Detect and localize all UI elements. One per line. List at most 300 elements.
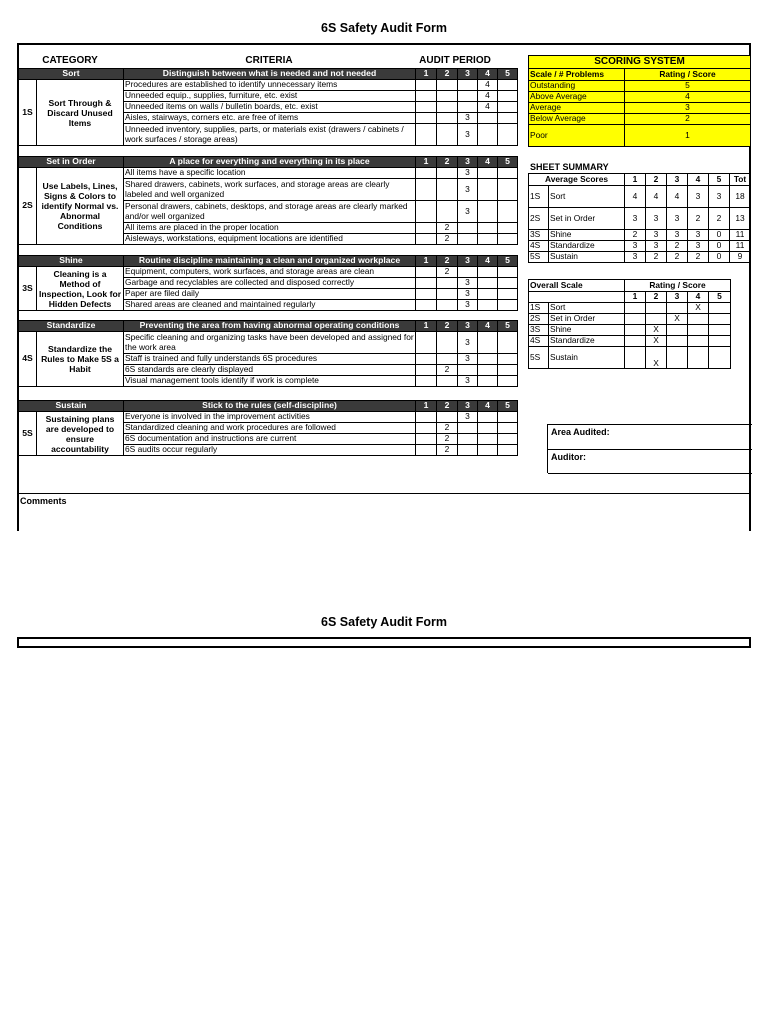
score-cell[interactable] [416,124,437,146]
overall-row [529,303,731,314]
scale-score: 5 [625,81,751,92]
score-cell[interactable] [498,365,518,376]
overall-mark[interactable] [625,336,646,347]
summary-name: Standardize [549,241,625,252]
summary-row [529,252,751,263]
score-cell[interactable] [478,179,498,201]
period-label: 3 [458,401,478,412]
criteria-text: Everyone is involved in the improvement activities [124,412,416,423]
criteria-text: 6S documentation and instructions are current [124,434,416,445]
period-label: 1 [416,157,437,168]
scale-score: 2 [625,114,751,125]
score-cell[interactable] [498,113,518,124]
period-label: 3 [458,157,478,168]
summary-value: 3 [625,241,646,252]
overall-mark[interactable] [667,325,688,336]
scale-label: Average [529,103,625,114]
summary-value: 2 [625,230,646,241]
score-cell[interactable] [478,201,498,223]
score-cell[interactable] [478,223,498,234]
score-cell[interactable] [416,168,437,179]
scale-header: Scale / # Problems [529,69,625,81]
overall-mark[interactable] [646,303,667,314]
scoring-system-title: SCORING SYSTEM [529,56,751,69]
score-cell[interactable] [437,354,458,365]
section-3s [18,255,518,311]
score-cell[interactable] [437,113,458,124]
summary-code: 1S [529,186,549,208]
score-cell[interactable] [437,289,458,300]
score-cell[interactable] [478,423,498,434]
overall-mark[interactable] [709,347,731,369]
score-cell[interactable] [437,102,458,113]
audit-sections [18,68,518,456]
score-cell[interactable] [478,412,498,423]
score-cell[interactable] [416,376,437,387]
section-code: 5S [19,412,37,456]
overall-mark[interactable] [667,303,688,314]
period-label: 5 [498,321,518,332]
overall-col-header: 3 [667,292,688,303]
score-cell[interactable] [437,278,458,289]
summary-value: 3 [646,208,667,230]
period-label: 1 [416,69,437,80]
score-cell[interactable]: 3 [458,332,478,354]
criteria-row [19,332,518,354]
score-cell[interactable] [416,201,437,223]
area-audited-field[interactable] [548,425,752,450]
overall-name: Shine [549,325,625,336]
criteria-text: Standardized cleaning and work procedures are followed [124,423,416,434]
overall-scale-title: Overall Scale [529,280,625,292]
period-label: 1 [416,321,437,332]
overall-mark[interactable] [625,303,646,314]
criteria-text: Paper are filed daily [124,289,416,300]
criteria-row [19,267,518,278]
overall-code: 2S [529,314,549,325]
period-label: 2 [437,157,458,168]
criteria-text: Equipment, computers, work surfaces, and storage areas are clean [124,267,416,278]
summary-value: 3 [646,230,667,241]
summary-value: 11 [730,230,751,241]
criteria-text: Unneeded inventory, supplies, parts, or materials exist (drawers / cabinets / work surfaces / storage areas) [124,124,416,146]
score-cell[interactable]: 3 [458,201,478,223]
score-cell[interactable] [437,412,458,423]
score-cell[interactable] [458,434,478,445]
audit-period-heading: AUDIT PERIOD [419,55,491,66]
score-cell[interactable] [498,376,518,387]
score-cell[interactable] [498,300,518,311]
section-description: Sustaining plans are developed to ensure accountability [37,412,124,456]
period-label: 4 [478,256,498,267]
period-label: 4 [478,401,498,412]
summary-value: 18 [730,186,751,208]
criteria-text: Shared areas are cleaned and maintained regularly [124,300,416,311]
section-header: Preventing the area from having abnormal operating conditions [124,321,416,332]
score-cell[interactable]: 3 [458,376,478,387]
criteria-heading: CRITERIA [245,55,293,66]
summary-value: 4 [625,186,646,208]
overall-mark[interactable] [667,336,688,347]
score-cell[interactable] [498,267,518,278]
summary-code: 3S [529,230,549,241]
score-cell[interactable] [478,267,498,278]
scale-label: Below Average [529,114,625,125]
score-cell[interactable]: 3 [458,124,478,146]
overall-mark[interactable]: X [667,314,688,325]
score-cell[interactable] [478,124,498,146]
period-label: 5 [498,401,518,412]
score-cell[interactable] [498,80,518,91]
score-cell[interactable] [416,91,437,102]
score-cell[interactable] [437,376,458,387]
score-cell[interactable] [478,300,498,311]
summary-value: 9 [730,252,751,263]
overall-name: Standardize [549,336,625,347]
summary-row [529,241,751,252]
score-cell[interactable] [478,445,498,456]
score-cell[interactable]: 3 [458,113,478,124]
summary-name: Set in Order [549,208,625,230]
score-cell[interactable] [437,332,458,354]
overall-row [529,314,731,325]
score-cell[interactable] [498,278,518,289]
score-cell[interactable] [416,102,437,113]
criteria-text: Procedures are established to identify unnecessary items [124,80,416,91]
score-cell[interactable] [437,124,458,146]
score-cell[interactable] [498,91,518,102]
criteria-text: All items are placed in the proper location [124,223,416,234]
period-label: 4 [478,157,498,168]
score-cell[interactable] [498,423,518,434]
overall-mark[interactable] [709,314,731,325]
criteria-text: All items have a specific location [124,168,416,179]
score-cell[interactable] [437,80,458,91]
overall-mark[interactable] [625,347,646,369]
summary-value: 2 [667,252,688,263]
score-cell[interactable] [416,365,437,376]
comments-label: Comments [20,496,67,506]
score-cell[interactable]: 3 [458,278,478,289]
section-code: 1S [19,80,37,146]
criteria-text: Aisles, stairways, corners etc. are free of items [124,113,416,124]
score-cell[interactable] [478,113,498,124]
scale-label: Poor [529,125,625,147]
page2-frame-bottom [17,646,751,648]
overall-row [529,347,731,369]
period-label: 5 [498,256,518,267]
section-name: Sort [19,69,124,80]
score-cell[interactable] [458,445,478,456]
overall-row [529,325,731,336]
overall-mark[interactable] [646,314,667,325]
score-cell[interactable] [498,102,518,113]
section-header: Routine discipline maintaining a clean and organized workplace [124,256,416,267]
overall-mark[interactable] [688,347,709,369]
summary-name: Shine [549,230,625,241]
criteria-row [19,80,518,91]
category-heading: CATEGORY [42,55,98,66]
period-label: 1 [416,256,437,267]
summary-value: 3 [625,208,646,230]
score-cell[interactable] [478,289,498,300]
score-cell[interactable] [478,234,498,245]
score-cell[interactable] [498,434,518,445]
score-cell[interactable] [416,234,437,245]
section-name: Sustain [19,401,124,412]
summary-code: 5S [529,252,549,263]
summary-name: Sustain [549,252,625,263]
summary-row [529,230,751,241]
score-cell[interactable] [498,332,518,354]
score-cell[interactable]: 4 [478,80,498,91]
score-cell[interactable]: 3 [458,289,478,300]
criteria-row [19,168,518,179]
summary-value: 2 [709,208,730,230]
overall-rating-header: Rating / Score [625,280,731,292]
score-cell[interactable]: 3 [458,300,478,311]
score-cell[interactable] [437,91,458,102]
score-cell[interactable] [498,234,518,245]
page2-title: 6S Safety Audit Form [321,615,447,629]
score-cell[interactable] [498,445,518,456]
score-cell[interactable] [458,91,478,102]
section-description: Cleaning is a Method of Inspection, Look for Hidden Defects [37,267,124,311]
score-cell[interactable] [416,267,437,278]
period-label: 5 [498,157,518,168]
summary-col-header: 4 [688,174,709,186]
score-cell[interactable] [498,168,518,179]
overall-name: Sustain [549,347,625,369]
score-cell[interactable]: 2 [437,267,458,278]
overall-mark[interactable] [688,325,709,336]
overall-mark[interactable] [625,314,646,325]
score-cell[interactable]: 2 [437,234,458,245]
overall-mark[interactable] [688,336,709,347]
score-cell[interactable] [437,179,458,201]
summary-value: 2 [667,241,688,252]
auditor-label: Auditor: [551,452,586,462]
overall-mark[interactable] [667,347,688,369]
overall-mark[interactable]: X [646,325,667,336]
period-label: 2 [437,401,458,412]
summary-value: 4 [646,186,667,208]
summary-value: 2 [646,252,667,263]
score-cell[interactable] [458,423,478,434]
section-4s [18,320,518,387]
score-cell[interactable] [416,179,437,201]
section-1s [18,68,518,146]
summary-value: 3 [688,230,709,241]
period-label: 2 [437,69,458,80]
score-cell[interactable]: 4 [478,102,498,113]
score-cell[interactable] [416,278,437,289]
section-name: Set in Order [19,157,124,168]
score-cell[interactable] [478,376,498,387]
score-cell[interactable] [416,289,437,300]
rating-header: Rating / Score [625,69,751,81]
score-cell[interactable] [498,201,518,223]
score-cell[interactable] [458,223,478,234]
summary-value: 3 [688,241,709,252]
summary-code: 2S [529,208,549,230]
score-cell[interactable] [458,234,478,245]
summary-value: 11 [730,241,751,252]
score-cell[interactable] [478,278,498,289]
scale-score: 3 [625,103,751,114]
section-code: 4S [19,332,37,387]
overall-code: 3S [529,325,549,336]
summary-value: 3 [688,186,709,208]
criteria-text: 6S audits occur regularly [124,445,416,456]
criteria-text: Staff is trained and fully understands 6S procedures [124,354,416,365]
score-cell[interactable] [498,179,518,201]
summary-value: 0 [709,230,730,241]
period-label: 2 [437,321,458,332]
section-header: A place for everything and everything in its place [124,157,416,168]
period-label: 5 [498,69,518,80]
overall-mark[interactable] [625,325,646,336]
score-cell[interactable] [478,168,498,179]
score-cell[interactable] [458,365,478,376]
summary-value: 2 [688,208,709,230]
sheet-summary-table [528,173,751,263]
overall-mark[interactable] [709,336,731,347]
score-cell[interactable] [458,80,478,91]
overall-code: 1S [529,303,549,314]
section-2s [18,156,518,245]
period-label: 2 [437,256,458,267]
period-label: 3 [458,256,478,267]
overall-mark[interactable] [709,303,731,314]
comments-area[interactable] [19,493,750,506]
scale-score: 1 [625,125,751,147]
summary-col-header: 1 [625,174,646,186]
score-cell[interactable] [416,332,437,354]
score-cell[interactable] [478,365,498,376]
criteria-text: Specific cleaning and organizing tasks have been developed and assigned for the work area [125,332,414,352]
score-cell[interactable] [437,168,458,179]
section-code: 3S [19,267,37,311]
score-cell[interactable] [416,223,437,234]
score-cell[interactable]: 2 [437,445,458,456]
criteria-text: Shared drawers, cabinets, work surfaces, and storage areas are clearly labeled and well organized [124,179,416,201]
score-cell[interactable] [416,113,437,124]
score-cell[interactable] [437,201,458,223]
section-description: Sort Through & Discard Unused Items [37,80,124,146]
overall-mark[interactable]: X [646,336,667,347]
summary-value: 3 [646,241,667,252]
section-name: Standardize [19,321,124,332]
score-cell[interactable] [498,223,518,234]
score-cell[interactable] [437,300,458,311]
overall-mark[interactable] [688,314,709,325]
overall-mark[interactable] [709,325,731,336]
page-title: 6S Safety Audit Form [321,21,447,35]
section-header: Stick to the rules (self-discipline) [124,401,416,412]
criteria-text: 6S standards are clearly displayed [124,365,416,376]
section-code: 2S [19,168,37,245]
score-cell[interactable] [416,434,437,445]
scale-label: Above Average [529,92,625,103]
period-label: 4 [478,69,498,80]
score-cell[interactable] [416,300,437,311]
score-cell[interactable]: 2 [437,365,458,376]
overall-mark[interactable]: X [688,303,709,314]
score-cell[interactable]: 3 [458,168,478,179]
score-cell[interactable] [498,412,518,423]
summary-value: 3 [667,208,688,230]
score-cell[interactable]: 2 [437,434,458,445]
summary-col-header: 3 [667,174,688,186]
summary-value: 3 [625,252,646,263]
period-label: 3 [458,321,478,332]
criteria-text: Unneeded equip., supplies, furniture, etc. exist [124,91,416,102]
average-scores-header: Average Scores [529,174,625,186]
overall-code: 5S [529,347,549,369]
score-cell[interactable] [498,289,518,300]
scale-label: Outstanding [529,81,625,92]
score-cell[interactable] [478,332,498,354]
summary-value: 0 [709,241,730,252]
summary-value: 3 [709,186,730,208]
score-cell[interactable] [416,354,437,365]
overall-row [529,336,731,347]
criteria-text: Visual management tools identify if work is complete [124,376,416,387]
overall-name: Sort [549,303,625,314]
section-description: Use Labels, Lines, Signs & Colors to identify Normal vs. Abnormal Conditions [37,168,124,245]
summary-row [529,186,751,208]
score-cell[interactable] [416,80,437,91]
score-cell[interactable]: 3 [458,412,478,423]
score-cell[interactable]: 4 [478,91,498,102]
criteria-row [19,412,518,423]
summary-row [529,208,751,230]
criteria-text: Personal drawers, cabinets, desktops, and storage areas are clearly marked and/or well organized [124,201,416,223]
score-cell[interactable] [478,354,498,365]
overall-col-header: 5 [709,292,731,303]
overall-mark[interactable]: X [646,347,667,369]
summary-col-header: 5 [709,174,730,186]
summary-value: 13 [730,208,751,230]
score-cell[interactable]: 3 [458,179,478,201]
score-cell[interactable] [458,267,478,278]
score-cell[interactable] [498,124,518,146]
summary-value: 4 [667,186,688,208]
score-cell[interactable]: 2 [437,223,458,234]
score-cell[interactable] [416,445,437,456]
summary-col-header: Tot [730,174,751,186]
sheet-summary-title: SHEET SUMMARY [530,162,609,172]
score-cell[interactable]: 3 [458,354,478,365]
overall-col-header: 1 [625,292,646,303]
summary-code: 4S [529,241,549,252]
score-cell[interactable] [478,434,498,445]
score-cell[interactable] [416,423,437,434]
period-label: 3 [458,69,478,80]
score-cell[interactable]: 2 [437,423,458,434]
auditor-field[interactable] [548,450,752,474]
summary-col-header: 2 [646,174,667,186]
score-cell[interactable] [458,102,478,113]
summary-value: 0 [709,252,730,263]
scoring-system-table [528,55,751,147]
score-cell[interactable] [416,412,437,423]
auditor-box [547,424,752,473]
period-label: 1 [416,401,437,412]
score-cell[interactable] [498,354,518,365]
section-header: Distinguish between what is needed and not needed [124,69,416,80]
